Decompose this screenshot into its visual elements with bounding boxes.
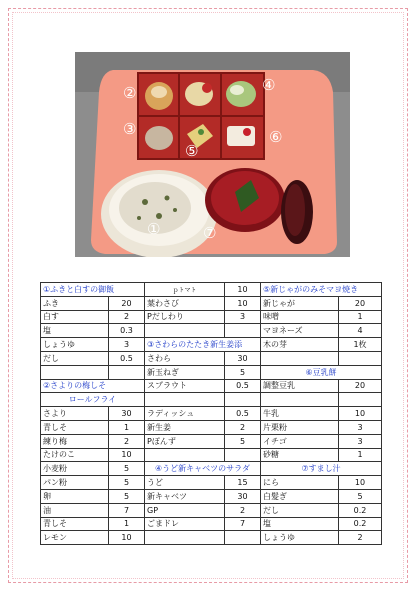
ingredient-cell: イチゴ xyxy=(261,434,339,448)
amount-cell: 0.3 xyxy=(109,324,145,338)
amount-cell xyxy=(225,531,261,545)
ingredient-cell: ラディッシュ xyxy=(145,407,225,421)
amount-cell: 1 xyxy=(339,310,382,324)
ingredient-cell: 塩 xyxy=(41,324,109,338)
ingredient-cell: パン粉 xyxy=(41,476,109,490)
ingredients-table-body xyxy=(41,283,382,545)
ingredient-cell: 味噌 xyxy=(261,310,339,324)
ingredient-cell: Pぽんず xyxy=(145,434,225,448)
table-row xyxy=(41,379,382,393)
ingredient-cell: スプラウト xyxy=(145,379,225,393)
amount-cell: 10 xyxy=(225,283,261,297)
ingredient-cell xyxy=(145,448,225,462)
amount-cell: 30 xyxy=(225,351,261,365)
ingredient-cell: 白す xyxy=(41,310,109,324)
amount-cell: 3 xyxy=(339,420,382,434)
ingredient-cell: 新キャベツ xyxy=(145,489,225,503)
ingredient-cell: しょうゆ xyxy=(261,531,339,545)
ingredient-cell xyxy=(145,531,225,545)
amount-cell xyxy=(225,393,261,407)
table-row xyxy=(41,434,382,448)
dish-title-cell: ②さよりの梅しそ xyxy=(41,379,145,393)
amount-cell: 1 xyxy=(339,448,382,462)
ingredient-cell: 白髪ぎ xyxy=(261,489,339,503)
ingredient-cell: 卵 xyxy=(41,489,109,503)
amount-cell: 30 xyxy=(225,489,261,503)
amount-cell: 0.2 xyxy=(339,503,382,517)
dish-title-cell: ⑥豆乳餅 xyxy=(261,365,382,379)
amount-cell: 1 xyxy=(109,517,145,531)
amount-cell: 5 xyxy=(109,489,145,503)
amount-cell: 7 xyxy=(109,503,145,517)
marker-1: ① xyxy=(147,220,161,238)
ingredient-cell: しょうゆ xyxy=(41,338,109,352)
table-row xyxy=(41,420,382,434)
amount-cell: 10 xyxy=(339,407,382,421)
ingredient-cell: たけのこ xyxy=(41,448,109,462)
table-row xyxy=(41,365,382,379)
amount-cell: 2 xyxy=(225,420,261,434)
table-row xyxy=(41,476,382,490)
table-row xyxy=(41,462,382,476)
ingredient-cell: さより xyxy=(41,407,109,421)
ingredient-cell: 小麦粉 xyxy=(41,462,109,476)
ingredient-cell xyxy=(261,351,339,365)
ingredient-cell: GP xyxy=(145,503,225,517)
amount-cell: 10 xyxy=(109,531,145,545)
ingredient-cell: だし xyxy=(261,503,339,517)
table-row xyxy=(41,531,382,545)
ingredient-cell: 新生姜 xyxy=(145,420,225,434)
ingredient-cell: 青しそ xyxy=(41,517,109,531)
table-row xyxy=(41,503,382,517)
amount-cell: 3 xyxy=(109,338,145,352)
ingredient-cell: 新じゃが xyxy=(261,296,339,310)
dish-title-cell: ⑤新じゃがのみそマヨ焼き xyxy=(261,283,382,297)
dish-title-cell: ④うど新キャベツのサラダ xyxy=(145,462,261,476)
amount-cell: 7 xyxy=(225,517,261,531)
ingredient-cell: 調整豆乳 xyxy=(261,379,339,393)
ingredient-cell: 木の芽 xyxy=(261,338,339,352)
amount-cell: 10 xyxy=(109,448,145,462)
ingredient-cell: 新玉ねぎ xyxy=(145,365,225,379)
table-row xyxy=(41,338,382,352)
table-row xyxy=(41,393,382,407)
marker-2: ② xyxy=(123,84,137,102)
food-tofu-mochi xyxy=(227,126,255,146)
amount-cell xyxy=(225,324,261,338)
amount-cell: 5 xyxy=(225,434,261,448)
amount-cell: 5 xyxy=(109,476,145,490)
ingredient-cell: ふき xyxy=(41,296,109,310)
amount-cell xyxy=(225,448,261,462)
amount-cell: 4 xyxy=(339,324,382,338)
ingredient-cell: だし xyxy=(41,351,109,365)
amount-cell: 20 xyxy=(109,296,145,310)
ingredient-cell: 練り梅 xyxy=(41,434,109,448)
amount-cell: 0.5 xyxy=(109,351,145,365)
amount-cell: 5 xyxy=(225,365,261,379)
amount-cell: 2 xyxy=(225,503,261,517)
amount-cell: 2 xyxy=(109,434,145,448)
ingredient-cell: 片栗粉 xyxy=(261,420,339,434)
marker-6: ⑥ xyxy=(269,128,283,146)
ingredient-cell xyxy=(145,393,225,407)
table-row xyxy=(41,489,382,503)
amount-cell xyxy=(109,365,145,379)
amount-cell: 1 xyxy=(109,420,145,434)
ingredient-cell: 牛乳 xyxy=(261,407,339,421)
ingredient-cell xyxy=(145,324,225,338)
amount-cell: 10 xyxy=(339,476,382,490)
meal-photo xyxy=(75,52,350,257)
ingredient-cell: 葉わさび xyxy=(145,296,225,310)
marker-3: ③ xyxy=(123,120,137,138)
amount-cell: 30 xyxy=(109,407,145,421)
table-row xyxy=(41,407,382,421)
ingredient-cell: レモン xyxy=(41,531,109,545)
amount-cell xyxy=(339,393,382,407)
meal-photo-illustration xyxy=(75,52,350,257)
dish-title-cell: ①ふきと白すの御飯 xyxy=(41,283,145,297)
dish-title-cell: ロールフライ xyxy=(41,393,145,407)
ingredient-cell: さわら xyxy=(145,351,225,365)
ingredient-cell: にら xyxy=(261,476,339,490)
ingredient-cell: 油 xyxy=(41,503,109,517)
amount-cell: 3 xyxy=(225,310,261,324)
amount-cell: 0.5 xyxy=(225,379,261,393)
ingredient-cell xyxy=(261,393,339,407)
ingredient-cell: ｐトマト xyxy=(145,283,225,297)
ingredient-cell: 塩 xyxy=(261,517,339,531)
dish-title-cell: ③さわらのたたき新生姜添 xyxy=(145,338,261,352)
dish-title-cell: ⑦すまし汁 xyxy=(261,462,382,476)
amount-cell: 20 xyxy=(339,379,382,393)
marker-4: ④ xyxy=(262,76,276,94)
ingredient-cell: Pだしわり xyxy=(145,310,225,324)
table-row xyxy=(41,517,382,531)
ingredient-cell: 砂糖 xyxy=(261,448,339,462)
table-row xyxy=(41,283,382,297)
amount-cell: 2 xyxy=(339,531,382,545)
amount-cell: 3 xyxy=(339,434,382,448)
marker-5: ⑤ xyxy=(185,142,199,160)
table-row xyxy=(41,351,382,365)
amount-cell: 5 xyxy=(339,489,382,503)
ingredient-cell: うど xyxy=(145,476,225,490)
table-row xyxy=(41,448,382,462)
amount-cell: 10 xyxy=(225,296,261,310)
amount-cell: 5 xyxy=(109,462,145,476)
amount-cell: 20 xyxy=(339,296,382,310)
ingredient-cell: 青しそ xyxy=(41,420,109,434)
ingredients-table xyxy=(40,282,382,545)
table-row xyxy=(41,296,382,310)
food-takenoko xyxy=(145,126,173,150)
amount-cell: 1枚 xyxy=(339,338,382,352)
amount-cell xyxy=(339,351,382,365)
ingredient-cell: マヨネーズ xyxy=(261,324,339,338)
amount-cell: 2 xyxy=(109,310,145,324)
table-row xyxy=(41,310,382,324)
amount-cell: 15 xyxy=(225,476,261,490)
amount-cell: 0.5 xyxy=(225,407,261,421)
ingredient-cell: ごまドレ xyxy=(145,517,225,531)
table-row xyxy=(41,324,382,338)
marker-7: ⑦ xyxy=(203,224,217,242)
amount-cell: 0.2 xyxy=(339,517,382,531)
ingredient-cell xyxy=(41,365,109,379)
